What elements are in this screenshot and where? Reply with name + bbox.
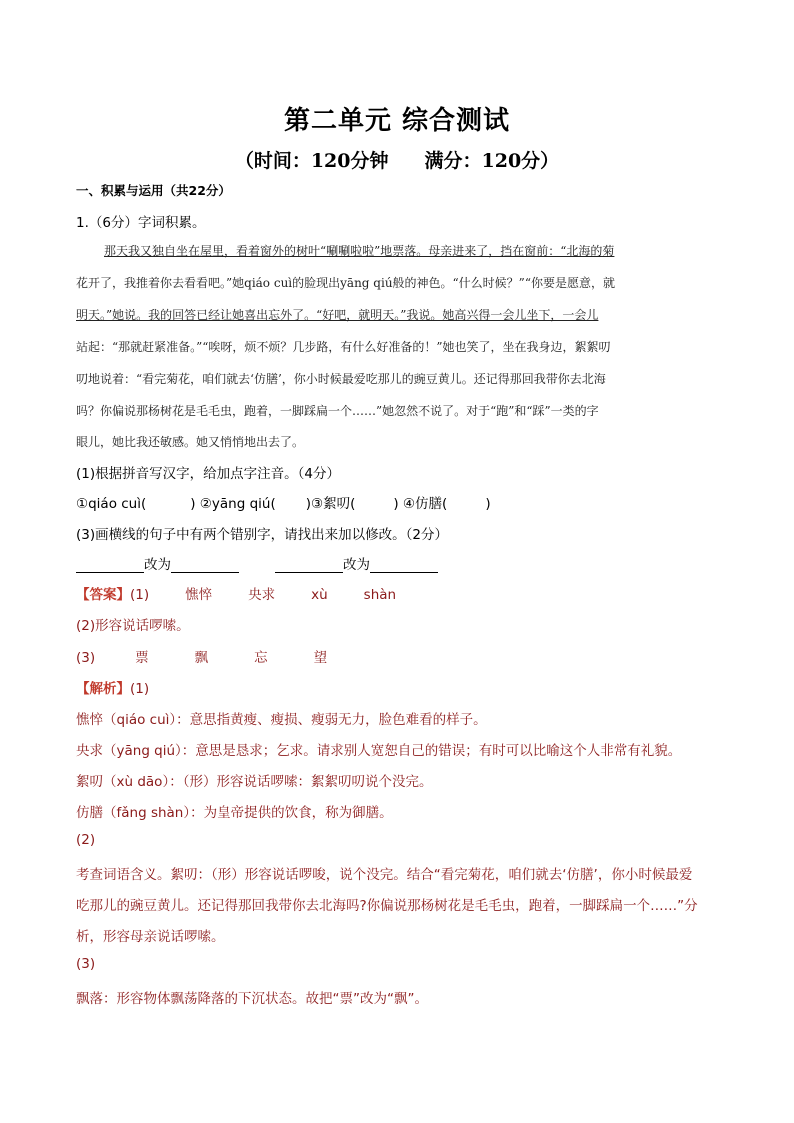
analysis-line: 考查词语含义。絮叨：（形）形容说话啰唆，说个没完。结合“看完菊花，咱们就去‘仿膳’，你小时候最爱	[76, 867, 693, 883]
blank-4[interactable]	[370, 572, 438, 573]
analysis-line: 絮叨（xù dāo）：（形）形容说话啰嗦：絮絮叨叨说个没完。	[76, 774, 433, 790]
answer-3: (3) 票 飘 忘 望	[76, 650, 328, 666]
sub-question-3: (3)画横线的句子中有两个错别字，请找出来加以修改。（2分）	[76, 527, 448, 543]
analysis-label-2: (2)	[76, 832, 96, 848]
question-1: 1.（6分）字词积累。	[76, 215, 206, 231]
analysis-heading: 【解析】(1)	[76, 681, 150, 697]
sub-question-3-blanks: 改为 改为	[76, 553, 438, 573]
sub-question-1: (1)根据拼音写汉字，给加点字注音。（4分）	[76, 466, 340, 482]
blank-2[interactable]	[171, 572, 239, 573]
section-heading: 一、积累与运用（共22分）	[76, 183, 231, 198]
time-limit: （时间：120分钟	[234, 150, 389, 172]
analysis-line: 吃那儿的豌豆黄儿。还记得那回我带你去北海吗?你偏说那杨树花是毛毛虫，跑着，一脚踩扁一个……”分	[76, 898, 698, 914]
page-title: 第二单元 综合测试	[283, 106, 511, 136]
sub-question-1-items: ①qiáo cuì( ) ②yāng qiú( )③絮叨( ) ④仿膳( )	[76, 496, 491, 512]
page-subtitle	[0, 146, 794, 173]
passage-line-2: 花开了，我推着你去看看吧。”她qiáo cuì的脸现出yāng qiú般的神色。“什么时候？”“你要是愿意，就	[76, 276, 615, 290]
passage-line-1: 那天我又独自坐在屋里，看着窗外的树叶“唰唰啦啦”地票落。母亲进来了，挡在窗前：“北海的菊	[104, 244, 615, 258]
analysis-line: 仿膳（fǎng shàn）：为皇帝提供的饮食，称为御膳。	[76, 805, 393, 821]
analysis-line: 析，形容母亲说话啰嗦。	[76, 929, 225, 945]
passage-line-4: 站起：“那就赶紧准备。”“唉呀，烦不烦？几步路，有什么好准备的！”她也笑了，坐在我身边，絮絮叨	[76, 340, 611, 354]
passage-line-3: 明天。”她说。我的回答已经让她喜出忘外了。“好吧，就明天。”我说。她高兴得一会儿坐下，一会儿	[76, 308, 599, 322]
analysis-line: 央求（yāng qiú）：意思是恳求；乞求。请求别人宽恕自己的错误；有时可以比喻这个人非常有礼貌。	[76, 743, 682, 759]
full-score: 满分：120分）	[424, 150, 560, 172]
passage-line-6: 吗？你偏说那杨树花是毛毛虫，跑着，一脚踩扁一个……”她忽然不说了。对于“跑”和“踩”一类的字	[76, 404, 599, 418]
passage-line-7: 眼儿，她比我还敏感。她又悄悄地出去了。	[76, 435, 305, 449]
analysis-label-3: (3)	[76, 956, 96, 972]
analysis-line: 憔悴（qiáo cuì）：意思指黄瘦、瘦损、瘦弱无力，脸色难看的样子。	[76, 712, 487, 728]
blank-3[interactable]	[275, 572, 343, 573]
answer-1: 【答案】(1) 憔悴 央求 xù shàn	[76, 587, 397, 603]
passage-line-5: 叨地说着：“看完菊花，咱们就去‘仿膳’，你小时候最爱吃那儿的豌豆黄儿。还记得那回我带你去北海	[76, 372, 606, 386]
blank-1[interactable]	[76, 572, 144, 573]
answer-2: (2)形容说话啰嗦。	[76, 618, 190, 634]
analysis-line: 飘落：形容物体飘荡降落的下沉状态。故把“票”改为“飘”。	[76, 991, 428, 1007]
